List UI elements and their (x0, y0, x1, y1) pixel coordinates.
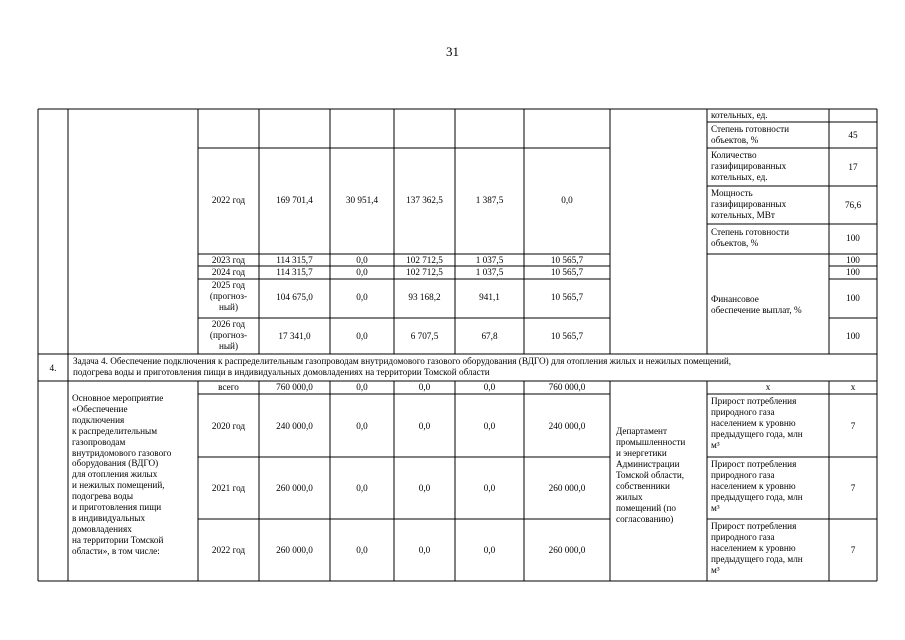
extra-budget-cell: 10 565,7 (550, 292, 584, 302)
indicator-value: 100 (846, 233, 860, 243)
indicator-value: 7 (850, 421, 856, 431)
page-number: 31 (446, 44, 459, 59)
indicator-name: Прирост потребления природного газа населением к уровню предыдущего года, млн м³ (711, 459, 803, 513)
federal-cell: 0,0 (356, 483, 368, 493)
year-cell: всего (218, 382, 239, 392)
federal-cell: 0,0 (356, 255, 368, 265)
extra-budget-cell: 260 000,0 (548, 545, 586, 555)
regional-cell: 102 712,5 (406, 255, 443, 265)
extra-budget-cell: 10 565,7 (550, 267, 584, 277)
regional-cell: 0,0 (418, 545, 431, 555)
local-cell: 0,0 (483, 421, 496, 431)
regional-cell: 102 712,5 (406, 267, 443, 277)
indicator-value: 7 (850, 545, 856, 555)
federal-cell: 0,0 (356, 331, 368, 341)
indicator-name: Финансовое обеспечение выплат, % (711, 294, 802, 315)
federal-cell: 0,0 (356, 292, 368, 302)
indicator-value: 100 (846, 331, 860, 341)
local-cell: 0,0 (483, 382, 496, 392)
indicator-name: х (765, 382, 771, 392)
year-cell: 2020 год (211, 421, 246, 431)
indicator-name: Количество газифицированных котельных, ед. (711, 150, 787, 182)
local-cell: 0,0 (483, 545, 496, 555)
federal-cell: 0,0 (356, 382, 368, 392)
indicator-name: Прирост потребления природного газа населением к уровню предыдущего года, млн м³ (711, 396, 803, 450)
executor: Департамент промышленности и энергетики Администрации Томской области, собственники жилых помещений (по согласованию) (616, 426, 686, 524)
regional-cell: 6 707,5 (410, 331, 439, 341)
year-cell: 2022 год (211, 195, 246, 205)
total-cell: 260 000,0 (276, 483, 313, 493)
federal-cell: 0,0 (356, 545, 368, 555)
indicator-name: Степень готовности объектов, % (711, 227, 790, 248)
local-cell: 941,1 (479, 292, 500, 302)
local-cell: 1 387,5 (475, 195, 504, 205)
indicator-value: 76,6 (844, 200, 862, 210)
total-cell: 114 315,7 (276, 255, 313, 265)
regional-cell: 0,0 (418, 382, 431, 392)
total-cell: 104 675,0 (276, 292, 313, 302)
federal-cell: 0,0 (356, 267, 368, 277)
regional-cell: 93 168,2 (408, 292, 441, 302)
indicator-value: х (850, 382, 856, 392)
extra-budget-cell: 0,0 (561, 195, 573, 205)
indicator-value: 45 (848, 130, 858, 140)
total-cell: 240 000,0 (276, 421, 313, 431)
task-number: 4. (49, 363, 57, 373)
local-cell: 1 037,5 (475, 267, 504, 277)
year-cell: 2025 год (прогноз- ный) (209, 280, 248, 312)
local-cell: 0,0 (483, 483, 496, 493)
year-cell: 2021 год (211, 483, 246, 493)
year-cell: 2026 год (прогноз- ный) (209, 319, 248, 351)
total-cell: 114 315,7 (276, 267, 313, 277)
year-cell: 2022 год (211, 545, 246, 555)
regional-cell: 0,0 (418, 421, 431, 431)
local-cell: 1 037,5 (475, 255, 504, 265)
total-cell: 260 000,0 (276, 545, 313, 555)
indicator-value: 100 (846, 267, 860, 277)
federal-cell: 30 951,4 (345, 195, 379, 205)
federal-cell: 0,0 (356, 421, 368, 431)
total-cell: 17 341,0 (278, 331, 311, 341)
total-cell: 169 701,4 (276, 195, 313, 205)
year-cell: 2023 год (211, 255, 246, 265)
extra-budget-cell: 10 565,7 (550, 255, 584, 265)
indicator-value: 17 (848, 162, 858, 172)
indicator-name: Прирост потребления природного газа населением к уровню предыдущего года, млн м³ (711, 521, 803, 575)
extra-budget-cell: 260 000,0 (548, 483, 586, 493)
year-cell: 2024 год (211, 267, 246, 277)
main-event-name: Основное мероприятие «Обеспечение подключения к распределительным газопроводам внутридомового газового оборудования (ВДГО) для отопления жилых и нежилых помещений, подогрева воды и приготовления пищи в индивидуальных домовладениях на территории Томской области», в том числе: (72, 393, 172, 556)
indicator-name: котельных, ед. (711, 110, 768, 120)
total-cell: 760 000,0 (276, 382, 313, 392)
indicator-value: 7 (850, 483, 856, 493)
extra-budget-cell: 760 000,0 (548, 382, 586, 392)
task-title: Задача 4. Обеспечение подключения к распределительным газопроводам внутридомового газового оборудования (ВДГО) для отопления жилых и нежилых помещений, подогрева воды и приготовления пищи в индивидуальных домовладениях на территории Томской области (73, 356, 732, 377)
regional-cell: 0,0 (418, 483, 431, 493)
extra-budget-cell: 10 565,7 (550, 331, 584, 341)
indicator-value: 100 (846, 293, 860, 303)
indicator-name: Степень готовности объектов, % (711, 124, 790, 145)
regional-cell: 137 362,5 (406, 195, 443, 205)
extra-budget-cell: 240 000,0 (548, 421, 586, 431)
local-cell: 67,8 (481, 331, 498, 341)
indicator-value: 100 (846, 255, 860, 265)
indicator-name: Мощность газифицированных котельных, МВт (711, 188, 787, 220)
